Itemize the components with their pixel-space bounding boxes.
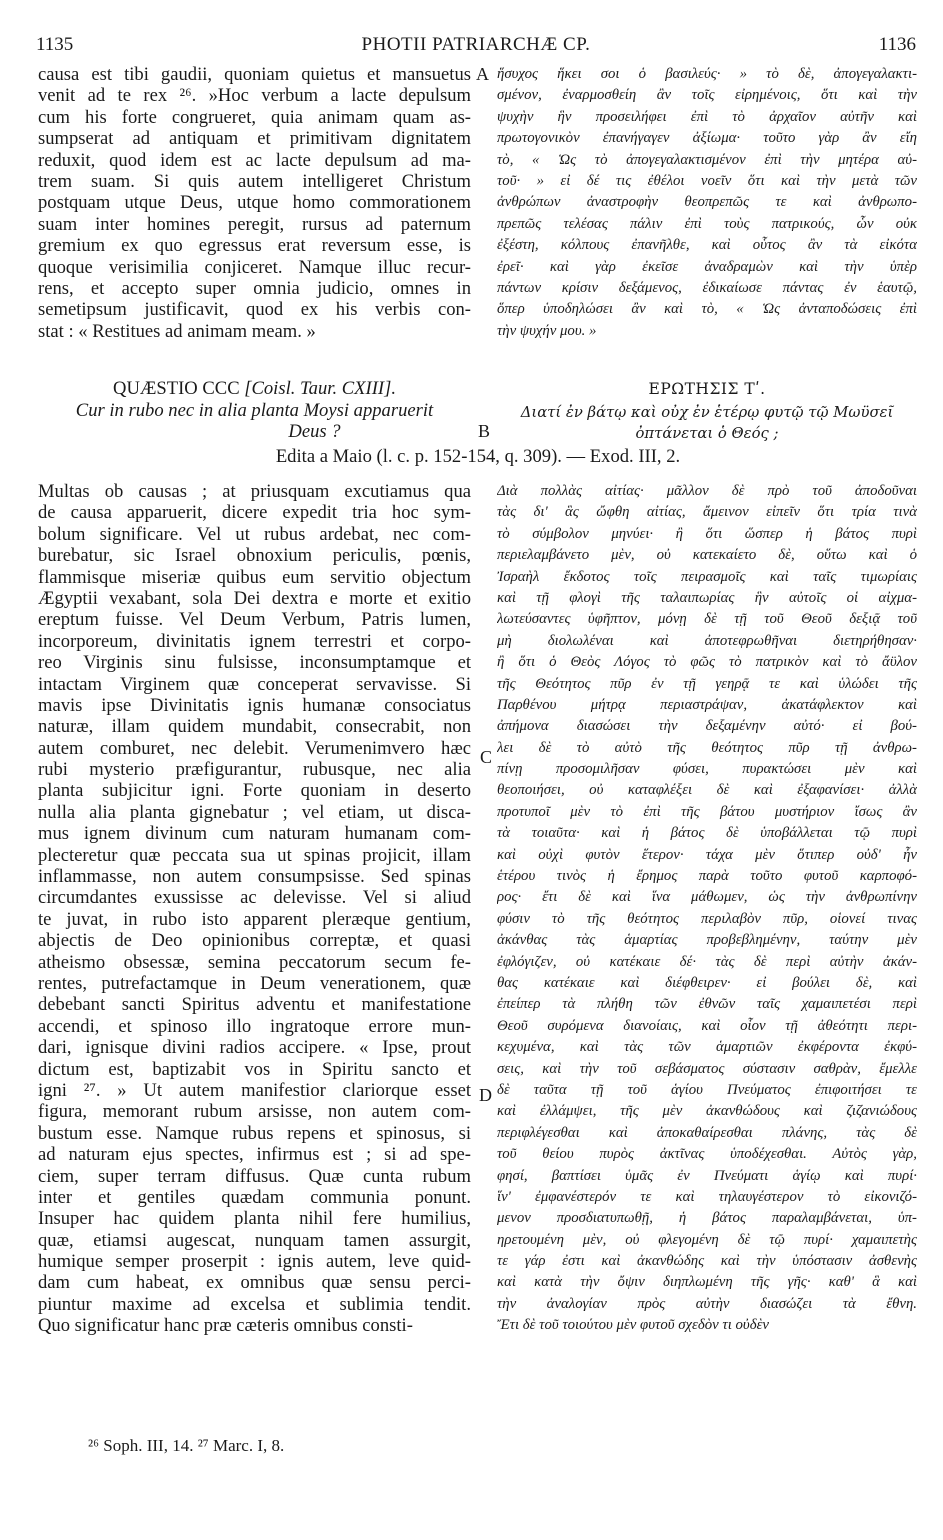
question-subtitle-latin-line: Cur in rubo nec in alia planta Moysi apparuerit — [75, 400, 434, 421]
latin-text-line: rubi mysterio præfigurantur, rubusque, nec alia — [38, 759, 471, 781]
greek-text-line: φησί, βαπτίσει ὑμᾶς ἐν Πνεύματι ἁγίῳ καὶ πυρί· — [497, 1167, 917, 1184]
greek-text-line: πρωτογονικὸν ἐπανήγαγεν ἀξίωμα· τοῦτο γὰρ ἂν εἴη — [497, 130, 917, 147]
greek-text-line: καὶ κατὰ τὴν ὄψιν διηπλωμένη τῆς γῆς· καθ' ἃ καὶ — [497, 1274, 917, 1291]
latin-text-line: intactam Virginem quæ conceperat servavisse. Si — [38, 673, 471, 695]
greek-text-line: σμένον, ἐναρμοσθείη ἂν τοῖς εἰρημένοις, ὅτι καὶ τὴν — [497, 87, 917, 104]
latin-text-line: circumdantes exussisse ac delevisse. Vel si aliud — [38, 887, 471, 909]
greek-text-line: ἑτέρου τινὸς ἡ ἔρημος παρὰ τοῦτο φυτοῦ καρποφό- — [497, 868, 917, 885]
latin-text-line: trem suam. Si quis autem intelligeret Christum — [38, 170, 471, 192]
latin-text-line: igni ²⁷. » Ut autem manifestior clariorque esset — [38, 1079, 471, 1101]
latin-text-line: stat : « Restitues ad animam meam. » — [38, 320, 316, 342]
greek-text-line: ἥσυχος ἥκει σοι ὁ βασιλεύς· » τὸ δὲ, ἀπογεγαλακτι- — [497, 66, 917, 82]
question-source-latin: [Coisl. Taur. CXIII]. — [244, 378, 396, 399]
latin-text-line: dam cum habeat, ex omnibus quæ sensu perci- — [38, 1272, 471, 1294]
greek-text-line: λωτεύσαντες ὑφῆπτον, μόνῃ δὲ τῇ τοῦ Θεοῦ δεξιᾷ τοῦ — [497, 611, 917, 628]
margin-marker-c: C — [480, 747, 493, 767]
margin-marker-b: B — [478, 421, 491, 441]
latin-text-line: reo Virginis sinu fulsisse, inconsumptamque et — [38, 652, 471, 674]
greek-text-line: ἐρεῖ· καὶ γὰρ ἐκεῖσε ἀναδραμὼν καὶ τὴν ὑπὲρ — [497, 258, 917, 275]
latin-text-line: cum his forte congrueret, quia animam quam as- — [38, 106, 471, 128]
latin-text-line: Quo significatur hanc præ cæteris omnibus consti- — [38, 1315, 413, 1337]
latin-text-line: debebant sancti Spiritus adventu et manifestatione — [38, 994, 471, 1016]
latin-text-line: venit ad te rex ²⁶. »Hoc verbum a lacte depulsum — [38, 85, 471, 107]
greek-text-line: Διὰ πολλὰς αἰτίας· μᾶλλον δὲ πρὸ τοῦ ἀποδοῦναι — [497, 483, 917, 499]
latin-text-line: mavis ipse Divinitatis ignis humanæ consociatus — [38, 694, 471, 716]
latin-text-line: abjectis de Deo opinionibus correptæ, et quasi — [38, 930, 471, 952]
latin-text-line: inflammasse, non autem consumpsisse. Sed spinas — [38, 866, 471, 888]
latin-text-line: accendi, et spinoso illo ingratoque errore mun- — [38, 1015, 471, 1037]
latin-text-line: quæ, etiamsi augescat, nunquam tamen assurgit, — [38, 1229, 471, 1251]
greek-text-line: τὰς δι' ἃς ὤφθη αἰτίας, ἄμεινον εἰπεῖν ὅτι τρία τινὰ — [497, 504, 917, 521]
greek-text-line: περιφλέγεσθαι καὶ ἀποκαθαίρεσθαι πλάνης, τὰς δὲ — [497, 1124, 917, 1141]
latin-text-line: inter et gentiles quædam communia ponunt. — [38, 1186, 471, 1208]
greek-text-line: ψυχὴν ἣν προσειλήφει ἐπὶ τὸ ἀρχαῖον αὐτῆν καὶ — [497, 108, 917, 125]
latin-text-line: reduxit, quod idem est ac lacte depulsum ad ma- — [38, 149, 471, 171]
margin-marker-a: A — [476, 64, 489, 84]
latin-text-line: de causa apparuerit, dicere expedit tria hoc sym- — [38, 502, 471, 524]
latin-text-line: mus ignem divinum cum naturam humanam com- — [38, 823, 471, 845]
greek-text-line: τοῦ· » εἰ δέ τις ἐθέλοι νοεῖν ὅτι καὶ τὴν μετὰ τῶν — [497, 172, 917, 189]
greek-column-top — [497, 64, 917, 342]
greek-text-line: Θεοῦ συρόμενα διανοίαις, καὶ οἷον τῇ ἀθεότητι περι- — [497, 1017, 917, 1034]
latin-text-line: sumpserat ad antiquam et primitivam dignitatem — [38, 128, 471, 150]
latin-text-line: flammisque miseriæ quibus eum servitio objectum — [38, 566, 471, 588]
greek-text-line: ἐξέστη, κόλπους ἐπανῆλθε, καὶ οὗτος ἂν τὰ εἰκότα — [497, 237, 917, 254]
latin-text-line: piuntur maxime ad excelsa et sublimia tendit. — [38, 1293, 471, 1315]
latin-text-line: ereptum fuisse. Vel Deum Verbum, Patris lumen, — [38, 609, 471, 631]
greek-text-line: ἐφλόγιζεν, οὐ κατέκαιε δέ· τὰς δὲ περὶ αὐτὴν ἀκάν- — [497, 953, 917, 970]
latin-text-line: plecteretur quæ peccata sua ut spinas projicit, illam — [38, 844, 471, 866]
greek-text-line: καὶ ἐλλάμψει, τῆς μὲν ἀκανθώδους καὶ ζιζανιώδους — [497, 1103, 917, 1120]
latin-text-line: atheismo obsessæ, semina peccatorum secum fe- — [38, 951, 471, 973]
greek-text-line: Ἔτι δὲ τοῦ τοιούτου μὲν φυτοῦ σχεδὸν τι οὐδὲν — [497, 1317, 769, 1334]
latin-text-line: postquam utque Deus, utque homo commorationem — [38, 192, 471, 214]
latin-column-top — [38, 64, 471, 342]
greek-text-line: ἀκάνθας τὰς ἁμαρτίας προβεβλημένην, ταύτην μὲν — [497, 932, 917, 949]
page-number-right: 1136 — [878, 34, 916, 55]
latin-text-line: bustum esse. Namque rubus repens et spinosus, si — [38, 1122, 471, 1144]
greek-text-line: τε γάρ ἐστι καὶ ἀκανθώδης καὶ τὴν ὑπόστασιν ἀσθενὴς — [497, 1253, 917, 1270]
greek-text-line: τοῦ θείου πυρὸς ἀκτῖνας ὑποδέχεσθαι. Αὐτὸς γὰρ, — [497, 1146, 917, 1163]
latin-text-line: naturæ, illam quidem mundabit, consecrabit, non — [38, 716, 471, 738]
latin-text-line: burebatur, sic Israel obnoxium periculis, pœnis, — [38, 545, 471, 567]
latin-text-line: Insuper hac quidem planta nihil fere humilius, — [38, 1208, 471, 1230]
greek-text-line: περιελαμβάνετο μὲν, οὐ κατεκαίετο δὲ, οὕτω καὶ ὁ — [497, 547, 917, 564]
greek-text-line: Παρθένου μήτρᾳ περιαστράψαν, ἀκατάφλεκτον καὶ — [497, 696, 917, 713]
latin-text-line: rens, et accepto super omnia judicio, omnes in — [38, 277, 471, 299]
latin-text-line: rentes, putrefactamque in Deum venerationem, quæ — [38, 972, 471, 994]
latin-text-line: ciem, super terram diffusus. Quæ cunta rubum — [38, 1165, 471, 1187]
footnotes: ²⁶ Soph. III, 14. ²⁷ Marc. I, 8. — [88, 1436, 285, 1455]
latin-text-line: figura, memorant rubum arsisse, non autem com- — [38, 1101, 471, 1123]
greek-text-line: τὸ σύμβολον μηνύει· ἢ ὅτι ὥσπερ ἡ βάτος πυρὶ — [497, 525, 917, 542]
greek-text-line: μὴ διολωλέναι καὶ ἀποτεφρωθῆναι διετηρήθησαν· — [497, 632, 917, 649]
margin-marker-d: D — [479, 1085, 492, 1105]
question-subtitle-latin-line: Deus ? — [288, 421, 341, 443]
latin-text-line: bolum significare. Vel ut rubus ardebat, nec com- — [38, 523, 471, 545]
latin-text-line: gremium ex quo egressus erat reversum esse, is — [38, 235, 471, 257]
greek-text-line: Ἰσραὴλ ἔκδοτος τοῖς πειρασμοῖς καὶ ταῖς τιμωρίαις — [497, 568, 917, 585]
question-subtitle-greek — [497, 402, 917, 445]
latin-text-line: Ægyptii vexabant, sola Dei dextra e morte et exitio — [38, 587, 471, 609]
latin-text-line: causa est tibi gaudii, quoniam quietus et mansuetus — [38, 64, 471, 85]
latin-text-line: incorporeum, divinitatis ignem terrestri et corpo- — [38, 630, 471, 652]
running-title: PHOTII PATRIARCHÆ CP. — [361, 34, 591, 55]
greek-text-line: πρεπῶς τελέσας πάλιν ἐπὶ τοὺς πατρικούς, ὧν οὐκ — [497, 215, 917, 232]
latin-text-line: planta subjicitur igni. Forte quoniam in deserto — [38, 780, 471, 802]
greek-text-line: καὶ τῇ φλογὶ τῆς ταλαιπωρίας ἣν αὐτοῖς οἱ αἰχμα- — [497, 589, 917, 606]
latin-text-line: suam inter homines peregit, rursus ad paternum — [38, 213, 471, 235]
greek-text-line: μενον προσδιατυπωθῇ, ἡ βάτος παραλαμβάνεται, ὑπ- — [497, 1210, 917, 1227]
question-subtitle-greek-line: Διατί ἐν βάτῳ καὶ οὐχ ἐν ἑτέρῳ φυτῷ τῷ Μωϋσεῖ — [520, 404, 894, 421]
greek-text-line: πίνῃ προσομιλῆσαν φύσει, πυρακτώσει μὲν καὶ — [497, 761, 917, 778]
greek-text-line: ἵν' ἐμφανέστερόν τε καὶ τηλαυγέστερον τὸ εἰκονιζό- — [497, 1188, 917, 1205]
greek-text-line: λει δὲ τὸ αὐτὸ τῆς θεότητος πῦρ τῇ ἀνθρω- — [497, 739, 917, 756]
question-subtitle-greek-line: ὀπτάνεται ὁ Θεός ; — [635, 425, 779, 443]
latin-text-line: dari, ignisque divini radios accipere. « Ipse, prout — [38, 1037, 471, 1059]
greek-text-line: κεχυμένα, καὶ τὰς τῶν ἁμαρτιῶν ἐκφέροντα ἐκφύ- — [497, 1039, 917, 1056]
greek-text-line: θας κατέκαιε καὶ διέφθειρεν· εἰ βούλει δὲ, καὶ — [497, 974, 917, 991]
edition-note: Edita a Maio (l. c. p. 152-154, q. 309). — Exod. III, 2. — [275, 446, 681, 467]
greek-text-line: ηρετουμένη μὲν, οὐ φλεγομένη δὲ τῷ πυρί· χαμαιπετὴς — [497, 1231, 917, 1248]
latin-text-line: te juvat, in rubo isto apparent pleræque gentium, — [38, 908, 471, 930]
greek-text-line: ἢ ὅτι ὁ Θεὸς Λόγος τὸ φῶς τὸ πατρικὸν καὶ τὸ ἄϋλον — [497, 654, 917, 671]
latin-text-line: autem comburet, nec delebit. Verumenimvero hæc — [38, 737, 471, 759]
question-title-greek: ΕΡΩΤΗΣΙΣ Τʹ. — [648, 380, 766, 398]
greek-text-line: ὅπερ ὑποδηλώσει ἂν καὶ τὸ, « Ὡς ἀνταποδώσεις ἐπὶ — [497, 301, 917, 318]
page-number-left: 1135 — [36, 34, 74, 55]
greek-text-line: ἐπείπερ τὰ πλήθη τῶν ἐθνῶν ταῖς χαμαιπετέσι περὶ — [497, 996, 917, 1013]
greek-text-line: θεοποιήσει, οὐ καταφλέξει δὲ καὶ ἐξαφανίσει· ἀλλὰ — [497, 782, 917, 799]
greek-text-line: σεις, καὶ τὴν τοῦ σεβάσματος σύστασιν σαθρὰν, ἔμελλε — [497, 1060, 917, 1077]
greek-text-line: τὸ, « Ὡς τὸ ἀπογεγαλακτισμένον ἐπὶ τὴν μητέρα αὐ- — [497, 151, 917, 168]
page-header — [36, 34, 916, 60]
latin-column-body — [38, 481, 471, 1337]
latin-text-line: ad naturam ejus spectes, infirmus est ; si ad spe- — [38, 1144, 471, 1166]
latin-text-line: semetipsum justificavit, quod ex his verbis con- — [38, 299, 471, 321]
latin-text-line: humique semper proserpit : ignis autem, leve quid- — [38, 1251, 471, 1273]
greek-text-line: τὰ τοιαῦτα· καὶ ἡ βάτος δὲ ὑποβάλλεται τῷ πυρὶ — [497, 825, 917, 842]
greek-text-line: καὶ οὐχὶ φυτὸν ἕτερον· τάχα μὲν ὅτιπερ οὐδ' ἦν — [497, 846, 917, 863]
greek-text-line: πάντων κρίσιν δεξάμενος, ἐδικαίωσε πάντας ἐν ἑαυτῷ, — [497, 279, 917, 296]
latin-text-line: quoque verisimilia conjiceret. Namque illuc recur- — [38, 256, 471, 278]
latin-text-line: dictum est, baptizabit vos in Spiritu sancto et — [38, 1058, 471, 1080]
greek-text-line: τὴν ἀναλογίαν πρὸς αὐτὴν διασώζει τὰ ἔθνη. — [497, 1295, 917, 1312]
greek-text-line: τῆς Θεότητος πῦρ ἐν τῇ γεηρᾷ τε καὶ ὑλώδει τῆς — [497, 675, 917, 692]
greek-text-line: ἀνθρώπων ἀναστροφὴν θεοπρεπῶς τε καὶ ἀνθρωπο- — [497, 194, 917, 211]
question-number-latin: QUÆSTIO CCC — [113, 378, 240, 399]
latin-text-line: Multas ob causas ; at priusquam excutiamus qua — [38, 481, 471, 502]
greek-text-line: δὲ ταῦτα τῇ τοῦ ἁγίου Πνεύματος ἐπιφοιτήσει τε — [497, 1081, 917, 1098]
greek-text-line: προτυποῖ μὲν τὸ ἐπὶ τῆς βάτου μυστήριον ἴσως ἂν — [497, 803, 917, 820]
greek-text-line: ρος· ἔτι δὲ καὶ ἵνα μάθωμεν, ὡς τὴν ἀνθρωπίνην — [497, 889, 917, 906]
latin-text-line: nulla alia planta gignebatur ; vel etiam, ut disca- — [38, 801, 471, 823]
greek-column-body — [497, 481, 917, 1337]
question-subtitle-latin — [38, 400, 471, 443]
question-title-latin — [38, 378, 471, 400]
greek-text-line: ἀπήμονα διασώσει τὴν δεξαμένην αὐτό· εἰ βού- — [497, 718, 917, 735]
greek-text-line: φύσιν τὸ τῆς θεότητος περιλαβὸν πῦρ, οἱονεί τινας — [497, 910, 917, 927]
greek-text-line: τὴν ψυχήν μου. » — [497, 322, 597, 339]
